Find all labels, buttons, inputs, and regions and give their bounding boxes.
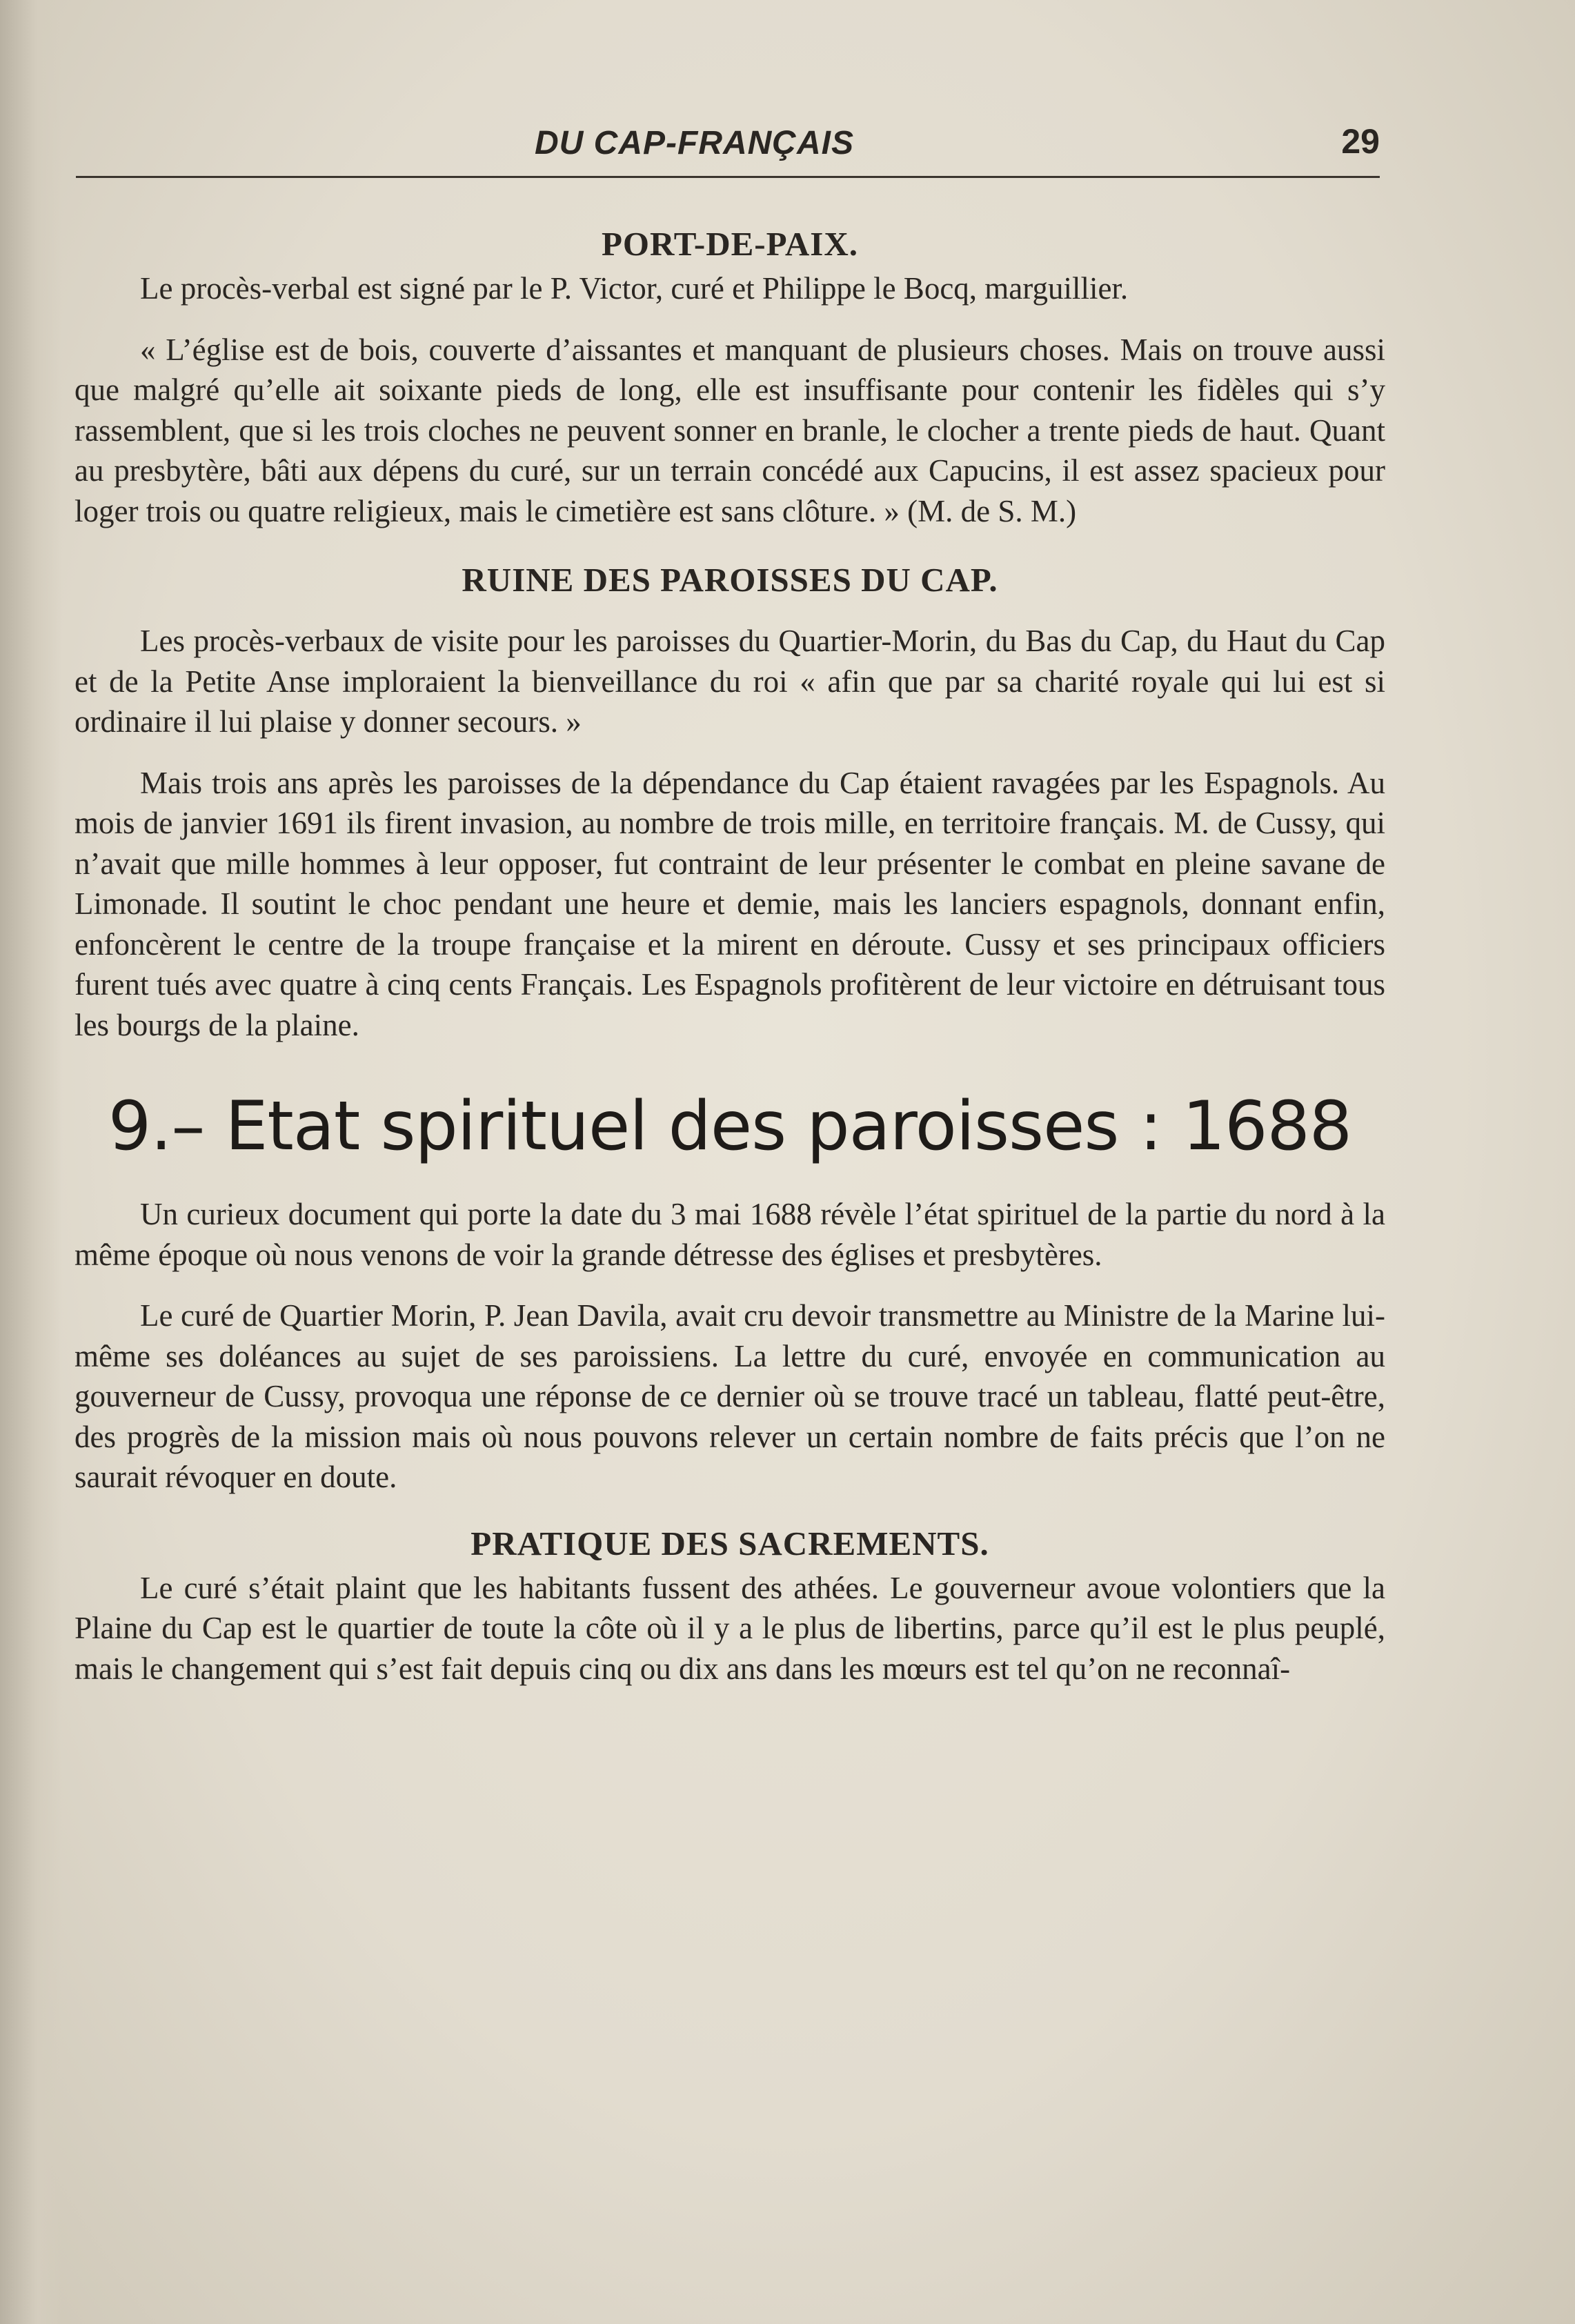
chapter-title: 9.– Etat spirituel des paroisses : 1688: [108, 1087, 1352, 1166]
heading-ruine: RUINE DES PAROISSES DU CAP.: [462, 561, 998, 599]
heading-port-de-paix: PORT-DE-PAIX.: [602, 225, 858, 263]
running-title: DU CAP-FRANÇAIS: [535, 125, 854, 161]
paragraph: Le curé de Quartier Morin, P. Jean Davila, avait cru devoir transmettre au Ministre de la Marine lui-même ses doléances au sujet de ses paroissiens. La lettre du curé, envoyée en communication au gouverneur de Cussy, provoqua une réponse de ce dernier où se trouve tracé un tableau, flatté peut-être, des progrès de la mission mais où nous pouvons relever un certain nombre de faits précis que l’on ne saurait révoquer en doute.: [75, 1298, 1385, 1494]
page-body: [75, 224, 1385, 1689]
header-rule: [76, 176, 1380, 178]
paragraph: Le procès-verbal est signé par le P. Victor, curé et Philippe le Bocq, marguillier.: [140, 271, 1129, 306]
page-number: 29: [1341, 122, 1380, 161]
paragraph: Un curieux document qui porte la date du 3 mai 1688 révèle l’état spirituel de la partie du nord à la même époque où nous venons de voir la grande détresse des églises et presbytères.: [75, 1197, 1385, 1272]
paragraph: Mais trois ans après les paroisses de la dépendance du Cap étaient ravagées par les Espagnols. Au mois de janvier 1691 ils firent invasion, au nombre de trois mille, en territoire français. M. de Cussy, qui n’avait que mille hommes à leur opposer, fut contraint de leur présenter le combat en pleine savane de Limonade. Il soutint le choc pendant une heure et demie, mais les lanciers espagnols, donnant enfin, enfoncèrent le centre de la troupe française et la mirent en déroute. Cussy et ses principaux officiers furent tués avec quatre à cinq cents Français. Les Espagnols profitèrent de leur victoire en détruisant tous les bourgs de la plaine.: [75, 765, 1385, 1042]
paragraph: Les procès-verbaux de visite pour les paroisses du Quartier-Morin, du Bas du Cap, du Haut du Cap et de la Petite Anse imploraient la bienveillance du roi « afin que par sa charité royale qui lui est si ordinaire il lui plaise y donner secours. »: [75, 624, 1385, 739]
paragraph: « L’église est de bois, couverte d’aissantes et manquant de plusieurs choses. Mais on trouve aussi que malgré qu’elle ait soixante pieds de long, elle est insuffisante pour contenir les fidèles qui s’y rassemblent, que si les trois cloches ne peuvent sonner en branle, le clocher a trente pieds de haut. Quant au presbytère, bâti aux dépens du curé, sur un terrain concédé aux Capucins, il est assez spacieux pour loger trois ou quatre religieux, mais le cimetière est sans clôture. » (M. de S. M.): [75, 332, 1385, 528]
page-header: [76, 117, 1380, 172]
binding-gutter: [0, 0, 62, 2324]
paragraph: Le curé s’était plaint que les habitants fussent des athées. Le gouverneur avoue volontiers que la Plaine du Cap est le quartier de toute la côte où il y a le plus de libertins, parce qu’il est le plus peuplé, mais le changement qui s’est fait depuis cinq ou dix ans dans les mœurs est tel qu’on ne reconnaî-: [75, 1570, 1385, 1686]
heading-pratique: PRATIQUE DES SACREMENTS.: [470, 1524, 989, 1562]
